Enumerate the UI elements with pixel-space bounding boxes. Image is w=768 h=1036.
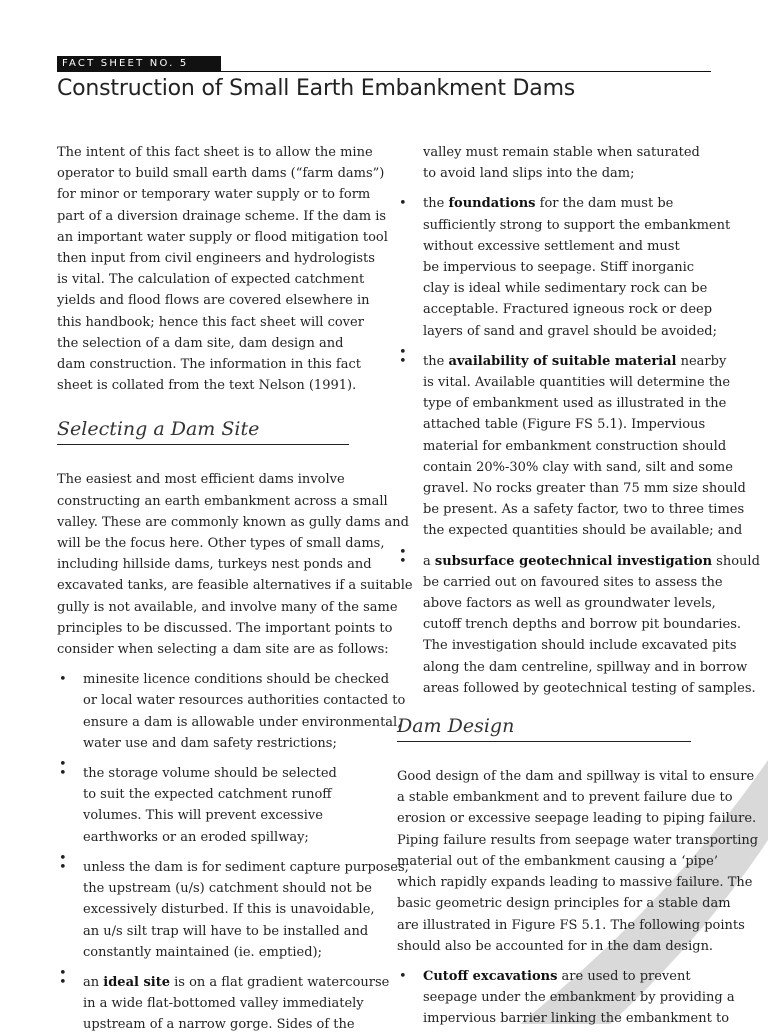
bullet-line: be impervious to seepage. Stiff inorganic [423, 260, 695, 276]
para-line: Piping failure results from seepage water transporting [397, 832, 759, 848]
bullet-lead-line [83, 972, 390, 993]
fact-sheet-badge: FACT SHEET NO. 5 [57, 56, 221, 71]
bullet-line: clay is ideal while sedimentary rock can be [423, 281, 708, 297]
bullet-keyword: foundations [448, 196, 536, 212]
intro-paragraph [57, 142, 388, 396]
bullet-line: in a wide flat-bottomed valley immediately [83, 996, 364, 1012]
list-item [397, 966, 735, 1030]
list-item [57, 669, 406, 754]
bullet-keyword: availability of suitable material [448, 353, 677, 369]
bullet-lead-line [423, 966, 715, 987]
left-column [57, 142, 413, 1036]
list-item [57, 857, 409, 963]
bullet-line: without excessive settlement and must [423, 238, 680, 254]
bullet-rest: should [712, 553, 760, 569]
bullet-line: excessively disturbed. If this is unavoidable, [83, 902, 375, 918]
bullet-line: • unless the dam is for sediment capture purposes, [83, 859, 409, 875]
bullet-line: constantly maintained (ie. emptied); [83, 944, 322, 960]
bullet-line: water use and dam safety restrictions; [83, 735, 337, 751]
para-line: material out of the embankment causing a ‘pipe’ [397, 853, 718, 869]
site-criteria-list [57, 669, 409, 1035]
bullet-line: above factors as well as groundwater levels, [423, 596, 716, 612]
bullet-line: the expected quantities should be available; and [423, 523, 743, 539]
bullet-rest: nearby [676, 353, 727, 369]
list-spacer [57, 848, 375, 857]
bullet-line: contain 20%-30% clay with sand, silt and some [423, 459, 733, 475]
bullet-line: areas followed by geotechnical testing of samples. [423, 680, 756, 696]
bullet-line: layers of sand and gravel should be avoided; [423, 323, 717, 339]
para-line: principles to be discussed. The important points to [57, 620, 393, 636]
bullet-line: seepage under the embankment by providing a [423, 990, 735, 1006]
intro-line: the selection of a dam site, dam design and [57, 335, 344, 351]
list-spacer [57, 754, 375, 763]
bullet-prefix: an [83, 974, 104, 990]
para-line: valley. These are commonly known as gully dams and [57, 514, 410, 530]
bullet-keyword: Cutoff excavations [423, 968, 558, 984]
right-column [397, 142, 760, 1030]
site-criteria-list-cont [397, 193, 760, 699]
intro-line: is vital. The calculation of expected catchment [57, 272, 365, 288]
intro-line: operator to build small earth dams (“farm dams”) [57, 166, 385, 182]
para-line: are illustrated in Figure FS 5.1. The following points [397, 917, 745, 933]
para-line: including hillside dams, turkeys nest ponds and [57, 557, 372, 573]
bullet-rest: for the dam must be [535, 196, 674, 212]
bullet-line: be present. As a safety factor, two to three times [423, 502, 745, 518]
dam-design-paragraph [397, 766, 759, 957]
header-rule [57, 71, 711, 72]
bullet-line: sufficiently strong to support the embankment [423, 217, 731, 233]
bullet-prefix: the [423, 353, 449, 369]
bullet-line: gravel. No rocks greater than 75 mm size should [423, 481, 746, 497]
bullet-line: an u/s silt trap will have to be installed and [83, 923, 369, 939]
para-line: Good design of the dam and spillway is vital to ensure [397, 769, 755, 785]
list-item [57, 972, 390, 1036]
bullet-rest: are used to prevent [557, 968, 691, 984]
para-line: basic geometric design principles for a stable dam [397, 896, 731, 912]
bullet-line: to suit the expected catchment runoff [83, 787, 332, 803]
intro-line: part of a diversion drainage scheme. If the dam is [57, 208, 387, 224]
list-spacer [57, 963, 375, 972]
para-line: constructing an earth embankment across a small [57, 493, 388, 509]
para-line: consider when selecting a dam site are as follows: [57, 642, 389, 658]
cont-line: to avoid land slips into the dam; [423, 166, 635, 182]
bullet-line: type of embankment used as illustrated in the [423, 396, 727, 412]
bullet-lead-line [423, 351, 727, 372]
bullet-line: is vital. Available quantities will determine the [423, 375, 731, 391]
bullet-line: ensure a dam is allowable under environmental, [83, 714, 402, 730]
continued-text [397, 142, 715, 184]
bullet-line: upstream of a narrow gorge. Sides of the [83, 1017, 355, 1033]
intro-line: The intent of this fact sheet is to allow the mine [57, 145, 373, 160]
bullet-keyword: ideal site [103, 974, 170, 990]
bullet-line: • the storage volume should be selected [83, 766, 337, 782]
bullet-line: be carried out on favoured sites to assess the [423, 574, 723, 590]
design-points-list [397, 966, 735, 1030]
para-line: a stable embankment and to prevent failure due to [397, 790, 733, 806]
section-heading-selecting: Selecting a Dam Site [57, 416, 349, 445]
section-heading-dam-design: Dam Design [397, 713, 691, 742]
para-line: excavated tanks, are feasible alternatives if a suitable [57, 578, 413, 594]
cont-line: valley must remain stable when saturated [423, 145, 700, 160]
intro-line: an important water supply or flood mitigation tool [57, 229, 388, 245]
bullet-line: • minesite licence conditions should be checked [83, 672, 390, 688]
bullet-line: cutoff trench depths and borrow pit boundaries. [423, 617, 742, 633]
list-item [57, 763, 375, 848]
intro-line: yields and flood flows are covered elsewhere in [57, 293, 370, 309]
para-line: should also be accounted for in the dam design. [397, 938, 714, 954]
bullet-prefix: the [423, 196, 449, 212]
bullet-rest: is on a flat gradient watercourse [170, 974, 390, 990]
bullet-line: or local water resources authorities contacted to [83, 693, 406, 709]
bullet-line: along the dam centreline, spillway and in borrow [423, 659, 748, 675]
list-spacer [397, 342, 715, 351]
bullet-line: volumes. This will prevent excessive [83, 808, 323, 824]
intro-line: this handbook; hence this fact sheet will cover [57, 314, 364, 330]
bullet-lead-line [423, 551, 760, 572]
intro-line: for minor or temporary water supply or to form [57, 187, 371, 203]
intro-line: sheet is collated from the text Nelson (1991). [57, 378, 357, 394]
page-title: Construction of Small Earth Embankment Dams [57, 76, 576, 101]
list-item [397, 551, 760, 699]
selecting-paragraph [57, 469, 413, 660]
bullet-line: impervious barrier linking the embankment to [423, 1011, 730, 1027]
bullet-line: material for embankment construction should [423, 438, 727, 454]
bullet-line: earthworks or an eroded spillway; [83, 829, 309, 845]
bullet-line: acceptable. Fractured igneous rock or deep [423, 302, 713, 318]
bullet-keyword: subsurface geotechnical investigation [434, 553, 713, 569]
bullet-line: attached table (Figure FS 5.1). Impervious [423, 417, 706, 433]
bullet-lead-line [423, 193, 715, 214]
para-line: will be the focus here. Other types of small dams, [57, 536, 385, 552]
para-line: which rapidly expands leading to massive failure. The [397, 875, 753, 891]
para-line: gully is not available, and involve many of the same [57, 599, 398, 615]
bullet-line: the upstream (u/s) catchment should not be [83, 881, 372, 897]
bullet-line: The investigation should include excavated pits [423, 638, 737, 654]
list-item [397, 193, 731, 341]
para-line: The easiest and most efficient dams involve [57, 472, 345, 488]
bullet-prefix: a [423, 553, 435, 569]
intro-line: then input from civil engineers and hydrologists [57, 251, 375, 267]
list-item [397, 351, 746, 542]
list-spacer [397, 542, 715, 551]
intro-line: dam construction. The information in this fact [57, 357, 361, 373]
para-line: erosion or excessive seepage leading to piping failure. [397, 811, 757, 827]
